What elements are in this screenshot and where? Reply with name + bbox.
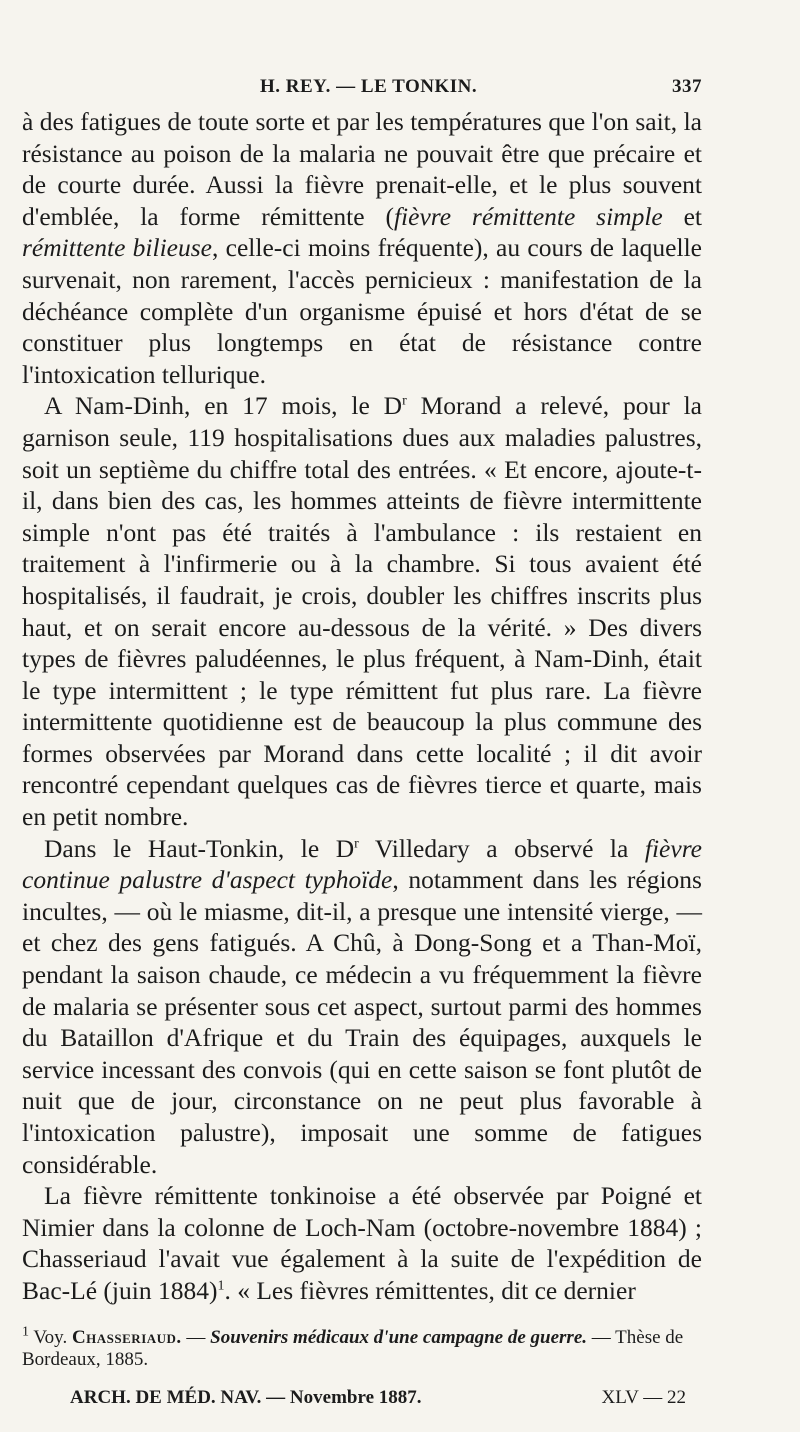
- paragraph-1: [22, 106, 702, 390]
- footnote-text: — Thèse de Bordeaux, 1885.: [22, 1326, 684, 1370]
- text-run: Villedary a observé la: [358, 833, 645, 863]
- italic-term: fièvre continue palustre d'aspect typhoïde: [22, 833, 702, 895]
- text-run: Dans le Haut-Tonkin, le D: [44, 833, 355, 863]
- footnote-text: —: [181, 1326, 211, 1348]
- italic-term: fièvre rémittente simple: [393, 201, 663, 231]
- footnote-number: 1: [22, 1324, 29, 1340]
- paragraph-3: [22, 833, 702, 1181]
- footnote-marker: 1: [217, 1278, 225, 1294]
- document-page: [22, 70, 702, 1417]
- text-run: à des fatigues de toute sorte et par les températures que l'on sait, la résistance au poison de la malaria ne pouvait être que précaire et de courte durée. Aussi la fièvre prenait-elle, et le plus souvent d'emblée, la forme rémittente (: [22, 107, 702, 231]
- footnote-title: Souvenirs médicaux d'une campagne de guerre.: [210, 1326, 588, 1348]
- superscript: r: [402, 393, 407, 409]
- paragraph-2: [22, 390, 702, 832]
- footnote-author: Chasseriaud.: [71, 1326, 182, 1348]
- text-run: et: [662, 201, 703, 231]
- text-run: , celle-ci moins fréquente), au cours de laquelle survenait, non rarement, l'accès pernicieux : manifestation de la déchéance complète d'un organisme épuisé et hors d'état de se constituer plus longtemps en état de résistance contre l'intoxication tellurique.: [22, 233, 702, 389]
- paragraph-4: [22, 1180, 702, 1306]
- text-run: . « Les fièvres rémittentes, dit ce dernier: [224, 1275, 636, 1305]
- running-head: H. REY. — LE TONKIN.: [260, 76, 478, 97]
- text-run: Morand a relevé, pour la garnison seule, 119 hospitalisations dues aux maladies palustres, soit un septième du chiffre total des entrées. « Et encore, ajoute-t-il, dans bien des cas, les hommes atteints de fièvre intermittente simple n'ont pas été traités à l'ambulance : ils restaient en traitement à l'infirmerie ou à la chambre. Si tous avaient été hospitalisés, il faudrait, je crois, doubler les chiffres inscrits plus haut, et on serait encore au-dessous de la vérité. » Des divers types de fièvres paludéennes, le plus fréquent, à Nam-Dinh, était le type intermittent ; le type rémittent fut plus rare. La fièvre intermittente quotidienne est de beaucoup la plus commune des formes observées par Morand dans cette localité ; il dit avoir rencontré cependant quelques cas de fièvres tierce et quarte, mais en petit nombre.: [22, 391, 702, 832]
- text-run: A Nam-Dinh, en 17 mois, le D: [44, 391, 403, 421]
- page-number: 337: [672, 76, 702, 97]
- text-run: , notamment dans les régions incultes, — où le miasme, dit-il, a presque une intensité vierge, — et chez des gens fatigués. A Chû, à Dong-Song et a Than-Moï, pendant la saison chaude, ce médecin a vu fréquemment la fièvre de malaria se présenter sous cet aspect, surtout parmi des hommes du Bataillon d'Afrique et du Train des équipages, auxquels le service incessant des convois (qui en cette saison se font plutôt de nuit que de jour, circonstance on ne peut plus favorable à l'intoxication palustre), imposait une somme de fatigues considérable.: [22, 865, 702, 1179]
- journal-signature: ARCH. DE MÉD. NAV. — Novembre 1887.: [70, 1386, 422, 1408]
- text-run: La fièvre rémittente tonkinoise a été observée par Poigné et Nimier dans la colonne de Loch-Nam (octobre-novembre 1884) ; Chasseriaud l'avait vue également à la suite de l'expédition de Bac-Lé (juin 1884): [22, 1181, 702, 1305]
- signature-mark: XLV — 22: [601, 1386, 686, 1408]
- body-text: [22, 106, 702, 1307]
- footnote: [22, 1324, 702, 1371]
- page-header: [22, 70, 702, 106]
- superscript: r: [354, 836, 359, 852]
- page-footer: [22, 1387, 702, 1417]
- footnote-text: Voy.: [29, 1326, 72, 1348]
- italic-term: rémittente bilieuse: [22, 233, 212, 263]
